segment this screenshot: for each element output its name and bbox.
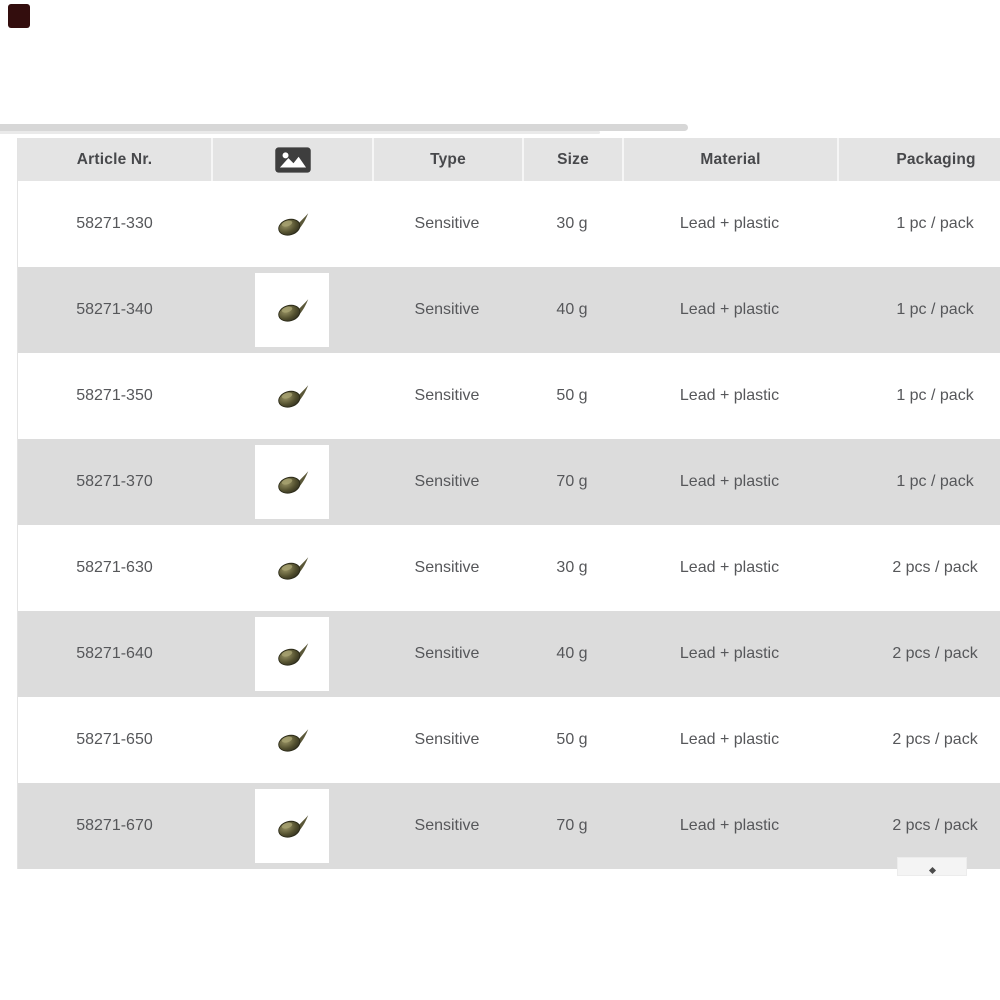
- product-size: 40 g: [556, 301, 588, 318]
- product-type: Sensitive: [414, 731, 480, 748]
- lead-weight-icon: [274, 297, 310, 324]
- product-thumbnail[interactable]: [255, 273, 329, 347]
- product-size: 40 g: [556, 645, 588, 662]
- column-header-size: Size: [522, 138, 622, 181]
- lead-weight-icon: [274, 469, 310, 496]
- corner-badge: [8, 4, 30, 28]
- product-material: Lead + plastic: [679, 645, 780, 662]
- product-image-cell: [211, 181, 372, 267]
- product-image-cell: [211, 353, 372, 439]
- product-image-cell: [211, 439, 372, 525]
- hint-glyph-icon: [928, 867, 935, 874]
- product-packaging: 2 pcs / pack: [892, 645, 978, 662]
- product-packaging: 1 pc / pack: [896, 301, 974, 318]
- product-type: Sensitive: [414, 645, 480, 662]
- column-header-image: [211, 138, 372, 181]
- content-divider: [0, 124, 688, 131]
- content-divider-shadow: [0, 131, 600, 134]
- article-number: 58271-330: [76, 215, 153, 232]
- column-header-article: Article Nr.: [76, 150, 153, 168]
- product-type: Sensitive: [414, 559, 480, 576]
- product-size: 50 g: [556, 731, 588, 748]
- product-thumbnail[interactable]: [255, 531, 329, 605]
- article-number: 58271-630: [76, 559, 153, 576]
- product-packaging: 1 pc / pack: [896, 473, 974, 490]
- article-number: 58271-640: [76, 645, 153, 662]
- lead-weight-icon: [274, 727, 310, 754]
- product-size: 70 g: [556, 473, 588, 490]
- product-material: Lead + plastic: [679, 387, 780, 404]
- table-row[interactable]: [18, 267, 1000, 353]
- product-spec-table: [17, 138, 1000, 869]
- product-size: 30 g: [556, 559, 588, 576]
- image-icon: [274, 146, 312, 174]
- article-number: 58271-370: [76, 473, 153, 490]
- product-image-cell: [211, 697, 372, 783]
- product-type: Sensitive: [414, 817, 480, 834]
- product-size: 70 g: [556, 817, 588, 834]
- product-image-cell: [211, 525, 372, 611]
- product-size: 30 g: [556, 215, 588, 232]
- product-type: Sensitive: [414, 473, 480, 490]
- table-header-row: [18, 138, 1000, 181]
- product-type: Sensitive: [414, 215, 480, 232]
- column-header-material: Material: [622, 138, 837, 181]
- product-type: Sensitive: [414, 387, 480, 404]
- product-thumbnail[interactable]: [255, 187, 329, 261]
- article-number: 58271-670: [76, 817, 153, 834]
- product-material: Lead + plastic: [679, 473, 780, 490]
- product-thumbnail[interactable]: [255, 359, 329, 433]
- table-row[interactable]: [18, 525, 1000, 611]
- product-material: Lead + plastic: [679, 559, 780, 576]
- article-number: 58271-650: [76, 731, 153, 748]
- article-number: 58271-350: [76, 387, 153, 404]
- lead-weight-icon: [274, 555, 310, 582]
- table-row[interactable]: [18, 439, 1000, 525]
- lead-weight-icon: [274, 383, 310, 410]
- product-image-cell: [211, 267, 372, 353]
- column-header-type: Type: [372, 138, 522, 181]
- lead-weight-icon: [274, 813, 310, 840]
- product-type: Sensitive: [414, 301, 480, 318]
- product-size: 50 g: [556, 387, 588, 404]
- product-thumbnail[interactable]: [255, 703, 329, 777]
- table-row[interactable]: [18, 353, 1000, 439]
- lead-weight-icon: [274, 211, 310, 238]
- product-packaging: 2 pcs / pack: [892, 817, 978, 834]
- scroll-hint-button[interactable]: [897, 857, 967, 876]
- product-material: Lead + plastic: [679, 731, 780, 748]
- lead-weight-icon: [274, 641, 310, 668]
- product-thumbnail[interactable]: [255, 789, 329, 863]
- product-packaging: 1 pc / pack: [896, 387, 974, 404]
- product-material: Lead + plastic: [679, 817, 780, 834]
- column-header-packaging: Packaging: [837, 138, 1000, 181]
- product-thumbnail[interactable]: [255, 617, 329, 691]
- product-thumbnail[interactable]: [255, 445, 329, 519]
- product-image-cell: [211, 611, 372, 697]
- product-packaging: 1 pc / pack: [896, 215, 974, 232]
- table-row[interactable]: [18, 783, 1000, 869]
- table-row[interactable]: [18, 697, 1000, 783]
- product-packaging: 2 pcs / pack: [892, 731, 978, 748]
- table-row[interactable]: [18, 611, 1000, 697]
- product-packaging: 2 pcs / pack: [892, 559, 978, 576]
- table-body: [18, 181, 1000, 869]
- article-number: 58271-340: [76, 301, 153, 318]
- table-row[interactable]: [18, 181, 1000, 267]
- product-material: Lead + plastic: [679, 215, 780, 232]
- product-material: Lead + plastic: [679, 301, 780, 318]
- product-image-cell: [211, 783, 372, 869]
